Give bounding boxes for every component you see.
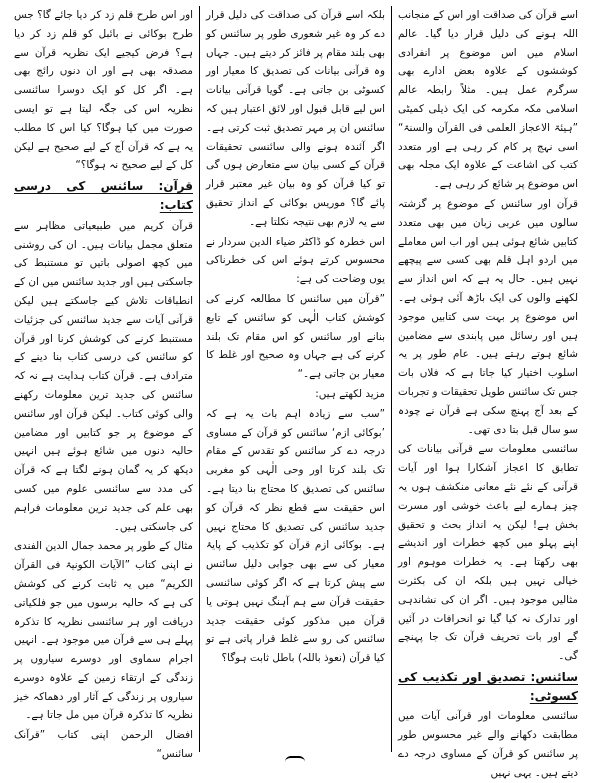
column-right xyxy=(392,6,584,779)
column-left xyxy=(8,6,200,761)
paragraph: سائنسی معلومات اور قرآنی آیات میں مطابقت دکھانے والے غیر محسوس طور پر سائنس کو قرآن کے مساوی درجہ دے دیتے ہیں۔ یہی نہیں xyxy=(398,710,578,779)
page-footer-mark xyxy=(285,756,305,762)
paragraph: سائنسی معلومات سے قرآنی بیانات کی تطابق کا اعجاز آشکارا ہوا اور آیات قرآنی کے نئے نئے معانی منکشف ہوں یہ چیز ہمارے لیے باعث خوشی اور مسرت بخش ہے! لیکن یہ انداز بحث و تحقیق اپنے پہلو میں کچھ خطرات اور اندیشے بھی رکھتا ہے۔ یہ خطرات موہوم اور خیالی نہیں ہیں بلکہ ان کی بکثرت مثالیں موجود ہیں۔ اگر ان کی نشاندہی اور تدارک نہ کیا گیا تو انحرافات در آئیں گے اور بات تحریف قرآن تک جا پہنچے گی۔ xyxy=(398,443,578,663)
section-heading: سائنس: تصدیق اور تکذیب کی کسوٹی: xyxy=(398,669,578,703)
section-heading: قرآن: سائنس کی درسی کتاب: xyxy=(14,179,193,212)
paragraph: قرآن اور سائنس کے موضوع پر گزشتہ سالوں میں عربی زبان میں بھی متعدد کتابیں شائع ہوئی ہیں اور اب اس معاملے میں اردو اہل قلم بھی کسی سے پیچھے نہیں ہیں۔ حال یہ ہے کہ اس انداز سے لکھنے والوں کی ایک باڑھ آئی ہوئی ہے۔ اس موضوع پر بہت سی کتابیں موجود ہیں اور رسائل میں پابندی سے مضامین شائع ہوتے رہتے ہیں۔ عام طور پر یہ اسلوب اختیار کیا جاتا ہے کہ فلاں بات جس تک سائنس طویل تحقیقات و تجربات کے بعد آج پہنچ سکی ہے قرآن نے چودہ سو سال قبل بتا دی تھی۔ xyxy=(398,197,578,436)
paragraph: اور اس طرح قلم زد کر دیا جائے گا؟ جس طرح بوکائی نے بائبل کو قلم زد کر دیا ہے؟ فرض کیجیے ایک نظریہ قرآن سے مصدقہ بھی ہے اور ان دنوں رائج بھی ہے۔ اگر کل کو ایک دوسرا سائنسی نظریہ اس کی جگہ لیتا ہے تو ایسی صورت میں کیا ہوگا؟ کیا اس کا مطلب یہ ہے کہ قرآن آج کے لیے صحیح ہے لیکن کل کے لیے صحیح نہ ہوگا؟“ xyxy=(14,9,193,172)
paragraph: اس خطرہ کو ڈاکٹر ضیاء الدین سردار نے محسوس کرتے ہوئے اس کی خطرناکی یوں وضاحت کی ہے: xyxy=(206,235,385,286)
paragraph: اسے قرآن کی صداقت اور اس کے منجانب اللہ ہونے کی دلیل قرار دیا گیا۔ عالم اسلام میں اس موضوع پر انفرادی کوششوں کے علاوہ بعض ادارے بھی سرگرم عمل ہیں۔ مثلاً رابطہ عالم اسلامی مکہ مکرمہ کی ایک ذیلی کمیٹی ”ہیئۃ الاعجاز العلمی فی القرآن والسنۃ“ اسی نہج پر کام کر رہی ہے اور متعدد کتب کی اشاعت کے علاوہ ایک مجلہ بھی اس موضوع پر شائع کر رہی ہے۔ xyxy=(398,9,578,191)
paragraph: بلکہ اسے قرآن کی صداقت کی دلیل قرار دے کر وہ غیر شعوری طور پر سائنس کو بھی بلند مقام پر فائز کر دیتے ہیں۔ جہاں وہ قرآنی بیانات کی تصدیق کا معیار اور کسوٹی بن جاتی ہے۔ گویا قرآنی بیانات اس لیے قابل قبول اور لائق اعتبار ہیں کہ سائنس ان پر مہر تصدیق ثبت کرتی ہے۔ اگر آئندہ ہونے والی سائنسی تحقیقات قرآن کے کسی بیان سے متعارض ہوں گی تو کیا قرآن کو وہ بیان غیر معتبر قرار پائے گا؟ موریس بوکائی کے انداز تحقیق سے یہ لازم بھی نتیجہ نکلتا ہے۔ xyxy=(206,9,385,228)
paragraph: ”سب سے زیادہ اہم بات یہ ہے کہ ’بوکائی ازم‘ سائنس کو قرآن کے مساوی درجہ دے کر سائنس کو تقدس کے مقام تک بلند کرتا اور وحی الٰہی کو مغربی سائنس کی تصدیق کا محتاج بنا دیتا ہے۔ اس حقیقت سے قطع نظر کہ قرآن کو جدید سائنس کی تصدیق کا محتاج نہیں ہے۔ بوکائی ازم قرآن کو تکذیب کے پایۂ معیار کی سے بھی جوابی دلیل سائنس سے پیش کرتا ہے کہ اگر کوئی سائنسی حقیقت قرآن سے ہم آہنگ نہیں ہوتی یا قرآن میں مذکور کوئی حقیقت جدید سائنس کی رو سے غلط قرار پاتی ہے تو کیا قرآن (نعوذ باللہ) باطل ثابت ہوگا؟ xyxy=(206,407,385,665)
paragraph: قرآن کریم میں طبیعیاتی مظاہر سے متعلق مجمل بیانات ہیں۔ ان کی روشنی میں کچھ اصولی باتیں تو مستنبط کی جاسکتی ہیں اور جدید سائنس میں ان کے انطباقات تلاش کیے جاسکتے ہیں لیکن قرآنی آیات سے جدید سائنس کی جزئیات مستنبط کرنے کی کوشش کرنا اور قرآن کو سائنس کی درسی کتاب بنا دینے کے مترادف ہے۔ قرآن کتاب ہدایت ہے نہ کہ سائنس کی جدید ترین معلومات رکھنے والی کوئی کتاب۔ لیکن قرآن اور سائنس کے موضوع پر جو کتابیں اور مضامین حالیہ دنوں میں شائع ہوئے ہیں انہیں دیکھ کر یہ گمان ہونے لگتا ہے کہ قرآن کی مدد سے سائنسی علوم میں کسی بھی علم کی جدید ترین معلومات فراہم کی جاسکتی ہیں۔ xyxy=(14,219,193,533)
column-middle xyxy=(200,6,392,752)
paragraph: افضال الرحمن اپنی کتاب ”قرآنک سائنس“ xyxy=(14,729,193,761)
paragraph: مزید لکھتے ہیں: xyxy=(315,387,385,400)
document-page xyxy=(6,6,584,779)
paragraph: ”قرآن میں سائنس کا مطالعہ کرنے کی کوشش کتاب الٰہی کو سائنس کے تابع بنانے اور سائنس کو اس مقام تک بلند کرنے کی ہے جہاں وہ صحیح اور غلط کا معیار بن جاتی ہے۔“ xyxy=(206,292,385,381)
paragraph: مثال کے طور پر محمد جمال الدین الفندی نے اپنی کتاب ”الآیات الکونیۃ فی القرآن الکریم“ میں یہ ثابت کرنے کی کوشش کی ہے کہ حالیہ برسوں میں جو فلکیاتی دریافت اور ہر سائنسی نظریہ کا تذکرہ پہلے ہی سے قرآن میں موجود ہے۔ انہیں اجرام سماوی اور دوسرے سیاروں پر زندگی کے ارتقاء زمین کے علاوہ دوسرے سیاروں پر زندگی کے آثار اور دھماکہ خیز نظریہ کا تذکرہ قرآن میں مل جاتا ہے۔ xyxy=(14,540,193,722)
